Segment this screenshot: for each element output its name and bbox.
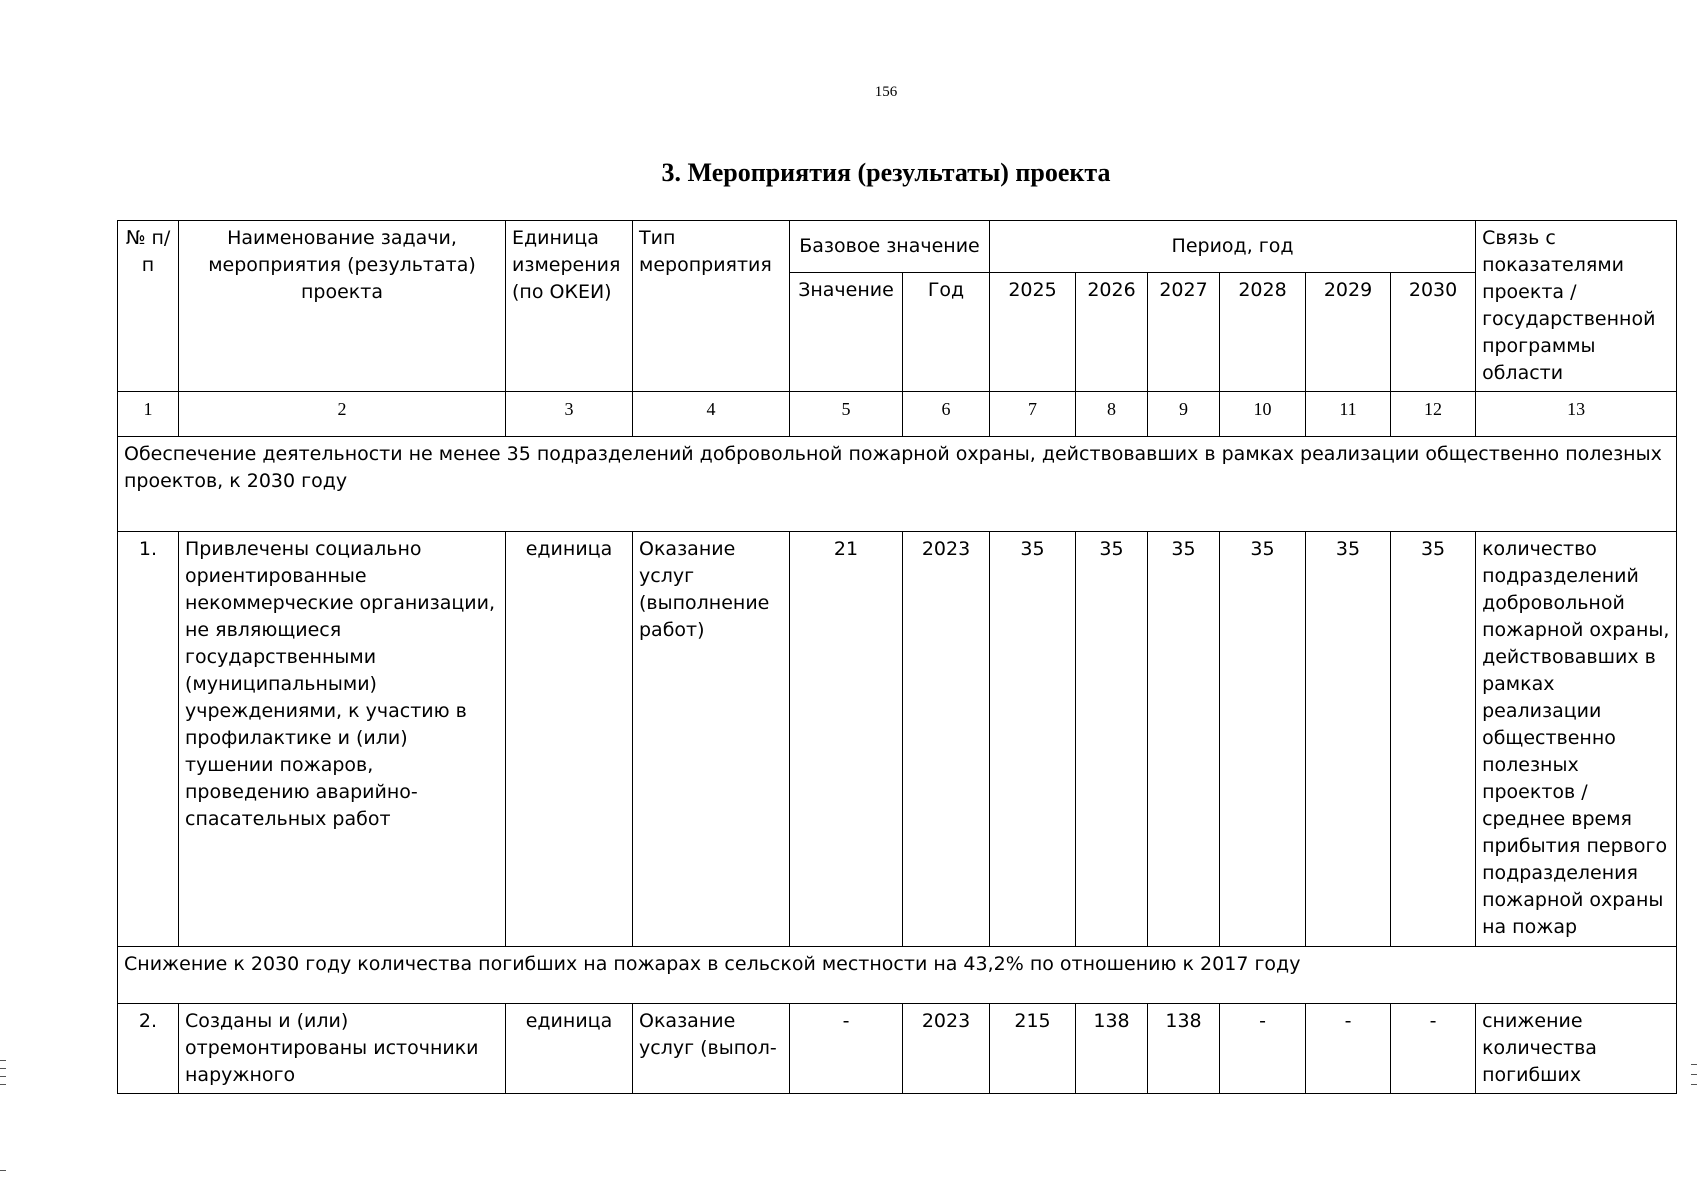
row-name: Привлечены социально ориентированные некоммерческие организации, не являющиеся государственными (муниципальными) учреждениями, к участию в профилактике и (или) тушении пожаров, проведению аварийно-спасательных работ bbox=[179, 532, 506, 947]
header-link: Связь с показателями проекта / государственной программы области bbox=[1476, 221, 1677, 392]
column-number: 3 bbox=[506, 392, 633, 437]
row-value: 215 bbox=[990, 1004, 1076, 1094]
row-value: 35 bbox=[990, 532, 1076, 947]
column-numbers-row bbox=[118, 392, 1677, 437]
scan-artifact bbox=[1691, 1074, 1697, 1075]
column-number: 12 bbox=[1391, 392, 1476, 437]
scan-artifact bbox=[0, 1076, 6, 1077]
row-value: - bbox=[1306, 1004, 1391, 1094]
column-number: 2 bbox=[179, 392, 506, 437]
header-period-group: Период, год bbox=[990, 221, 1476, 273]
row-base-value: - bbox=[790, 1004, 903, 1094]
row-type: Оказание услуг (выпол- bbox=[633, 1004, 790, 1094]
row-value: 138 bbox=[1148, 1004, 1220, 1094]
column-number: 7 bbox=[990, 392, 1076, 437]
row-name: Созданы и (или) отремонтированы источники наружного bbox=[179, 1004, 506, 1094]
header-name: Наименование задачи, мероприятия (результата) проекта bbox=[179, 221, 506, 392]
header-number: № п/п bbox=[118, 221, 179, 392]
header-year: 2028 bbox=[1220, 273, 1306, 392]
header-year: 2027 bbox=[1148, 273, 1220, 392]
header-unit: Единица измерения (по ОКЕИ) bbox=[506, 221, 633, 392]
column-number: 9 bbox=[1148, 392, 1220, 437]
scan-artifact bbox=[0, 1170, 6, 1171]
column-number: 4 bbox=[633, 392, 790, 437]
header-year: 2026 bbox=[1076, 273, 1148, 392]
column-number: 11 bbox=[1306, 392, 1391, 437]
page-title: 3. Мероприятия (результаты) проекта bbox=[661, 158, 1111, 187]
column-number: 10 bbox=[1220, 392, 1306, 437]
section-title-row bbox=[118, 947, 1677, 1004]
row-base-value: 21 bbox=[790, 532, 903, 947]
row-link: количество подразделений добровольной пожарной охраны, действовавших в рамках реализации общественно полезных проектов / среднее время прибытия первого подразделения пожарной охраны на пожар bbox=[1476, 532, 1677, 947]
scan-artifact bbox=[0, 1060, 6, 1061]
table-row bbox=[118, 1004, 1677, 1094]
column-number: 6 bbox=[903, 392, 990, 437]
row-value: 35 bbox=[1391, 532, 1476, 947]
header-row-1 bbox=[118, 221, 1677, 273]
row-unit: единица bbox=[506, 532, 633, 947]
row-value: 35 bbox=[1220, 532, 1306, 947]
scan-artifact bbox=[1691, 1084, 1697, 1085]
header-year: 2029 bbox=[1306, 273, 1391, 392]
column-number: 13 bbox=[1476, 392, 1677, 437]
column-number: 1 bbox=[118, 392, 179, 437]
header-year: 2025 bbox=[990, 273, 1076, 392]
section-title: Обеспечение деятельности не менее 35 подразделений добровольной пожарной охраны, действовавших в рамках реализации общественно полезных проектов, к 2030 году bbox=[118, 437, 1677, 532]
row-value: 35 bbox=[1148, 532, 1220, 947]
row-value: 35 bbox=[1076, 532, 1148, 947]
section-title-row bbox=[118, 437, 1677, 532]
row-base-year: 2023 bbox=[903, 1004, 990, 1094]
row-number: 2. bbox=[118, 1004, 179, 1094]
header-year: 2030 bbox=[1391, 273, 1476, 392]
row-link: снижение количества погибших bbox=[1476, 1004, 1677, 1094]
row-value: - bbox=[1391, 1004, 1476, 1094]
row-unit: единица bbox=[506, 1004, 633, 1094]
row-type: Оказание услуг (выполнение работ) bbox=[633, 532, 790, 947]
header-base-year: Год bbox=[903, 273, 990, 392]
scan-artifact bbox=[0, 1084, 6, 1085]
row-number: 1. bbox=[118, 532, 179, 947]
page-number: 156 bbox=[874, 84, 898, 100]
header-type: Тип мероприятия bbox=[633, 221, 790, 392]
row-value: 138 bbox=[1076, 1004, 1148, 1094]
column-number: 5 bbox=[790, 392, 903, 437]
header-base-group: Базовое значение bbox=[790, 221, 990, 273]
column-number: 8 bbox=[1076, 392, 1148, 437]
measures-table bbox=[117, 220, 1677, 1094]
table-row bbox=[118, 532, 1677, 947]
scan-artifact bbox=[0, 1068, 6, 1069]
row-value: - bbox=[1220, 1004, 1306, 1094]
row-base-year: 2023 bbox=[903, 532, 990, 947]
header-base-value: Значение bbox=[790, 273, 903, 392]
scan-artifact bbox=[1691, 1064, 1697, 1065]
row-value: 35 bbox=[1306, 532, 1391, 947]
section-title: Снижение к 2030 году количества погибших на пожарах в сельской местности на 43,2% по отношению к 2017 году bbox=[118, 947, 1677, 1004]
